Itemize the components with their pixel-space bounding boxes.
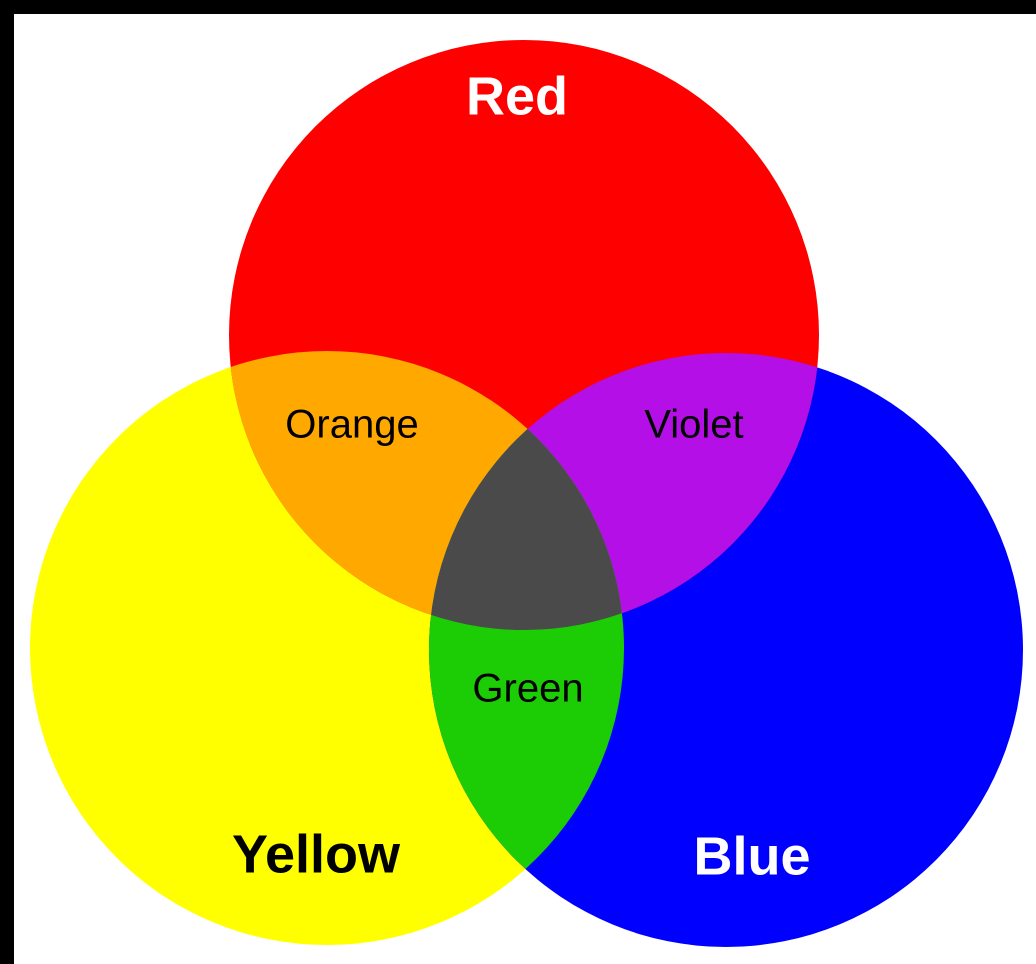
label-blue: Blue [693, 826, 811, 887]
label-orange: Orange [285, 402, 419, 447]
label-violet: Violet [644, 402, 744, 447]
label-red: Red [465, 66, 569, 127]
label-yellow: Yellow [231, 824, 401, 885]
label-green: Green [472, 666, 584, 711]
